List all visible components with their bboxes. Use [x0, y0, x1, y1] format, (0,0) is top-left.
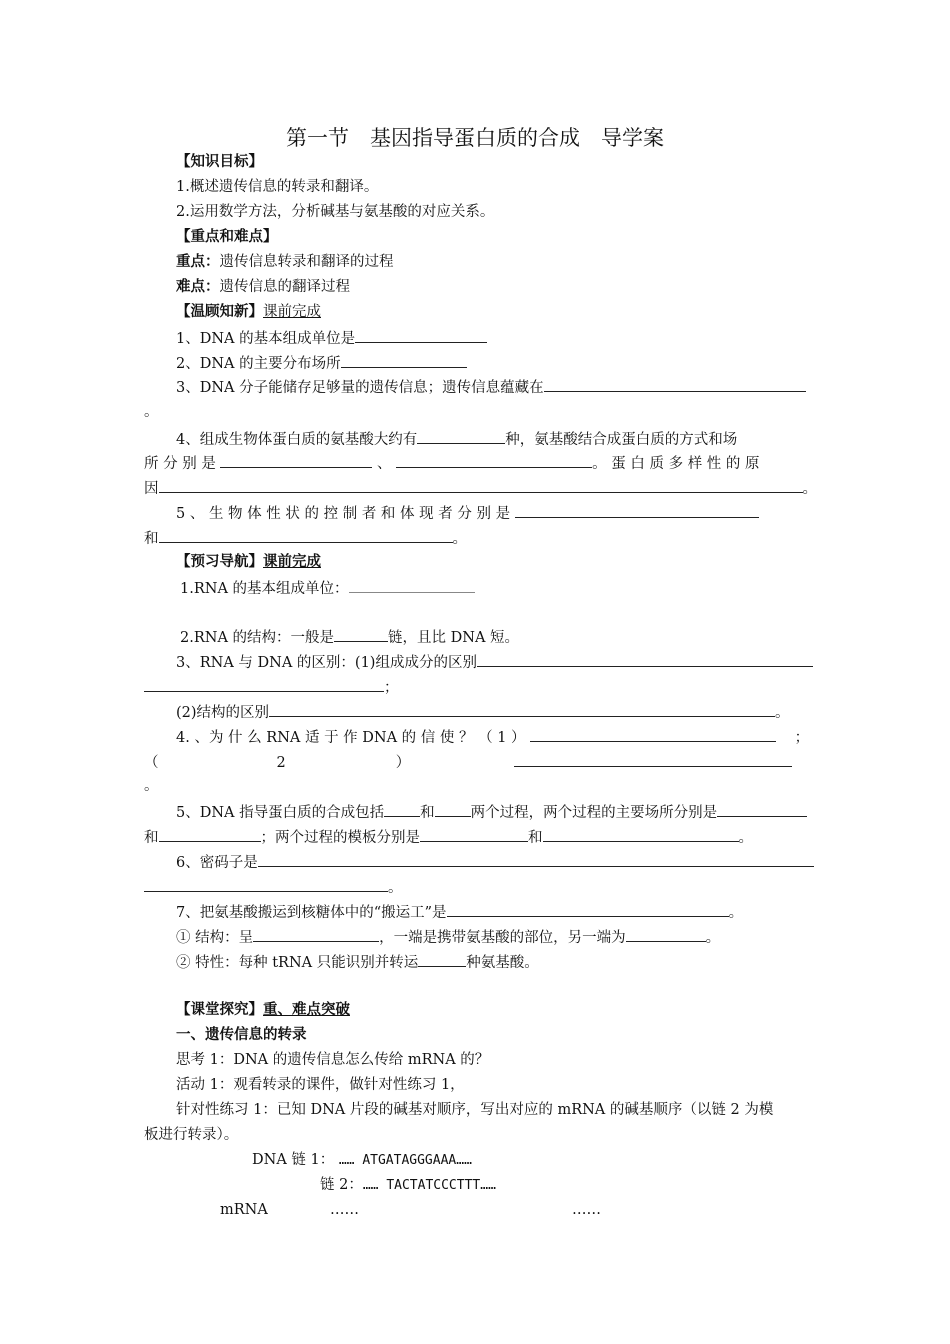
answer-blank[interactable]	[418, 951, 466, 967]
answer-blank[interactable]	[159, 477, 803, 493]
answer-blank[interactable]	[355, 327, 487, 343]
answer-blank[interactable]	[515, 502, 759, 518]
preview-p6-end: 。	[388, 880, 403, 896]
review-q2	[176, 352, 467, 374]
review-q5b-end: 。	[452, 531, 467, 547]
answer-blank[interactable]	[544, 376, 806, 392]
answer-blank[interactable]	[144, 876, 388, 892]
difficult-label: 难点：	[176, 278, 220, 295]
preview-p4a-text: 4. 、为 什 么 RNA 适 于 作 DNA 的 信 使 ？ （ 1 ）	[176, 730, 526, 746]
chain-2-sequence: …… TACTATCCCTTT……	[362, 1178, 496, 1193]
preview-p3c	[176, 701, 790, 723]
review-q4d	[144, 477, 817, 499]
preview-p3c-end: 。	[775, 705, 790, 721]
review-q1-text: 1、DNA 的基本组成单位是	[176, 331, 356, 347]
preview-p4b-open: （	[144, 755, 159, 771]
preview-p7b	[176, 951, 539, 973]
preview-p5b	[144, 826, 753, 848]
preview-p7-text: 7、把氨基酸搬运到核糖体中的“搬运工”是	[176, 905, 447, 921]
review-note: 课前完成	[263, 304, 321, 320]
preview-p7a-mid: ，一端是携带氨基酸的部位，另一端为	[379, 930, 626, 946]
review-q5a	[176, 502, 759, 524]
exercise-1-line-1: 针对性练习 1：已知 DNA 片段的碱基对顺序，写出对应的 mRNA 的碱基顺序（以链 2 为模	[176, 1102, 774, 1118]
preview-p4a	[176, 726, 809, 748]
difficult-text: 遗传信息的翻译过程	[219, 279, 350, 295]
preview-p7b-text: ② 特性：每种 tRNA 只能识别并转运	[176, 955, 419, 971]
answer-blank[interactable]	[543, 826, 739, 842]
answer-blank[interactable]	[220, 452, 372, 468]
preview-p4b	[144, 751, 792, 773]
preview-p6	[176, 851, 814, 873]
answer-blank[interactable]	[530, 726, 776, 742]
preview-p4c: 。	[144, 778, 159, 794]
answer-blank[interactable]	[341, 352, 467, 368]
mrna-right-dots: ……	[572, 1202, 601, 1218]
preview-p5a	[176, 801, 807, 823]
key-point-line	[176, 252, 394, 272]
preview-p5a-text: 5、DNA 指导蛋白质的合成包括	[176, 805, 385, 821]
preview-p7a	[176, 926, 720, 948]
preview-p3a	[176, 651, 813, 673]
preview-p7a-text: ① 结构：呈	[176, 930, 254, 946]
key-points-heading: 【重点和难点】	[176, 228, 278, 245]
review-q4a-text: 4、组成生物体蛋白质的氨基酸大约有	[176, 432, 418, 448]
review-q4a	[176, 428, 737, 450]
answer-blank[interactable]	[717, 801, 807, 817]
review-q4c	[144, 452, 760, 474]
preview-p5b-and: 和	[144, 830, 159, 846]
think-1: 思考 1：DNA 的遗传信息怎么传给 mRNA 的？	[176, 1052, 490, 1068]
answer-blank[interactable]	[258, 851, 814, 867]
answer-blank[interactable]	[447, 901, 729, 917]
preview-heading: 【预习导航】	[176, 553, 263, 570]
review-q3-end: 。	[144, 404, 159, 420]
preview-p5a-mid: 两个过程，两个过程的主要场所分别是	[470, 805, 718, 821]
review-q3	[176, 376, 806, 398]
preview-p6b	[144, 876, 403, 898]
answer-blank[interactable]	[626, 926, 706, 942]
explore-heading: 【课堂探究】	[176, 1001, 263, 1018]
answer-blank[interactable]	[144, 676, 384, 692]
page-title: 第一节 基因指导蛋白质的合成 导学案	[286, 126, 664, 150]
goal-item-1: 1.概述遗传信息的转录和翻译。	[176, 179, 379, 195]
answer-blank[interactable]	[269, 701, 775, 717]
preview-heading-line	[176, 552, 321, 572]
answer-blank[interactable]	[435, 801, 471, 817]
preview-p5b-and2: 和	[528, 830, 543, 846]
preview-note: 课前完成	[263, 553, 321, 570]
review-q5b	[144, 527, 467, 549]
answer-blank[interactable]	[159, 527, 453, 543]
preview-p5b-mid: ；两个过程的模板分别是	[260, 830, 420, 846]
review-q1	[176, 327, 487, 349]
review-q5b-text: 和	[144, 531, 159, 547]
preview-p5b-end: 。	[738, 830, 753, 846]
answer-blank[interactable]	[159, 826, 261, 842]
answer-blank[interactable]	[477, 651, 813, 667]
answer-blank[interactable]	[334, 626, 388, 642]
explore-note: 重、难点突破	[263, 1001, 350, 1018]
review-q4d-text: 因	[144, 481, 159, 497]
activity-1: 活动 1：观看转录的课件，做针对性练习 1，	[176, 1077, 465, 1093]
answer-blank[interactable]	[349, 577, 475, 593]
preview-p6-text: 6、密码子是	[176, 855, 258, 871]
preview-p3a-text: 3、RNA 与 DNA 的区别：(1)组成成分的区别	[176, 655, 477, 671]
section-transcription-title: 一、遗传信息的转录	[176, 1026, 307, 1043]
exercise-1-line-2: 板进行转录）。	[144, 1127, 239, 1143]
answer-blank[interactable]	[384, 801, 420, 817]
key-label: 重点：	[176, 253, 220, 270]
dna-chain-1	[252, 1150, 472, 1171]
mrna-left-dots: ……	[330, 1202, 359, 1218]
review-q4c-end: 。 蛋 白 质 多 样 性 的 原	[592, 456, 760, 472]
explore-heading-line	[176, 1000, 350, 1020]
key-text: 遗传信息转录和翻译的过程	[219, 254, 394, 270]
preview-p3b	[144, 676, 399, 698]
preview-p2	[180, 626, 519, 648]
review-heading-line	[176, 302, 321, 322]
preview-p4a-end: ；	[794, 730, 810, 746]
answer-blank[interactable]	[253, 926, 379, 942]
answer-blank[interactable]	[417, 428, 505, 444]
dna-chain-2	[320, 1175, 496, 1196]
answer-blank[interactable]	[514, 751, 792, 767]
dna-label: DNA 链 1：	[252, 1152, 335, 1168]
chain-2-label: 链 2：	[320, 1177, 363, 1193]
difficult-point-line	[176, 277, 350, 297]
preview-p1	[180, 577, 475, 599]
chain-1-sequence: …… ATGATAGGGAAA……	[338, 1153, 472, 1168]
answer-blank[interactable]	[420, 826, 528, 842]
review-heading: 【温顾知新】	[176, 303, 263, 320]
review-q2-text: 2、DNA 的主要分布场所	[176, 356, 341, 372]
review-q4b-text: 种，氨基酸结合成蛋白质的方式和场	[505, 432, 738, 448]
goal-item-2: 2.运用数学方法，分析碱基与氨基酸的对应关系。	[176, 204, 495, 220]
preview-p3c-text: (2)结构的区别	[176, 705, 270, 721]
review-q3-text: 3、DNA 分子能储存足够量的遗传信息；遗传信息蕴藏在	[176, 380, 544, 396]
review-q5a-text: 5 、 生 物 体 性 状 的 控 制 者 和 体 现 者 分 别 是	[176, 506, 511, 522]
knowledge-goals-heading: 【知识目标】	[176, 153, 263, 170]
preview-p2b-text: 链，且比 DNA 短。	[388, 630, 520, 646]
review-q4c-sep: 、	[377, 456, 392, 472]
preview-p7-end: 。	[728, 905, 744, 921]
preview-p4b-num: 2	[276, 755, 286, 771]
preview-p2a-text: 2.RNA 的结构：一般是	[180, 630, 335, 646]
mrna-label: mRNA	[220, 1202, 268, 1218]
preview-p4b-close: ）	[395, 755, 411, 771]
preview-p5a-and: 和	[420, 805, 435, 821]
review-q4d-end: 。	[802, 481, 817, 497]
preview-p1-text: 1.RNA 的基本组成单位：	[180, 581, 349, 597]
preview-p7b-end: 种氨基酸。	[466, 955, 539, 971]
preview-p7	[176, 901, 743, 923]
review-q4c-text: 所 分 别 是	[144, 456, 216, 472]
preview-p3b-end: ；	[384, 680, 399, 696]
answer-blank[interactable]	[396, 452, 592, 468]
preview-p7a-end: 。	[705, 930, 721, 946]
